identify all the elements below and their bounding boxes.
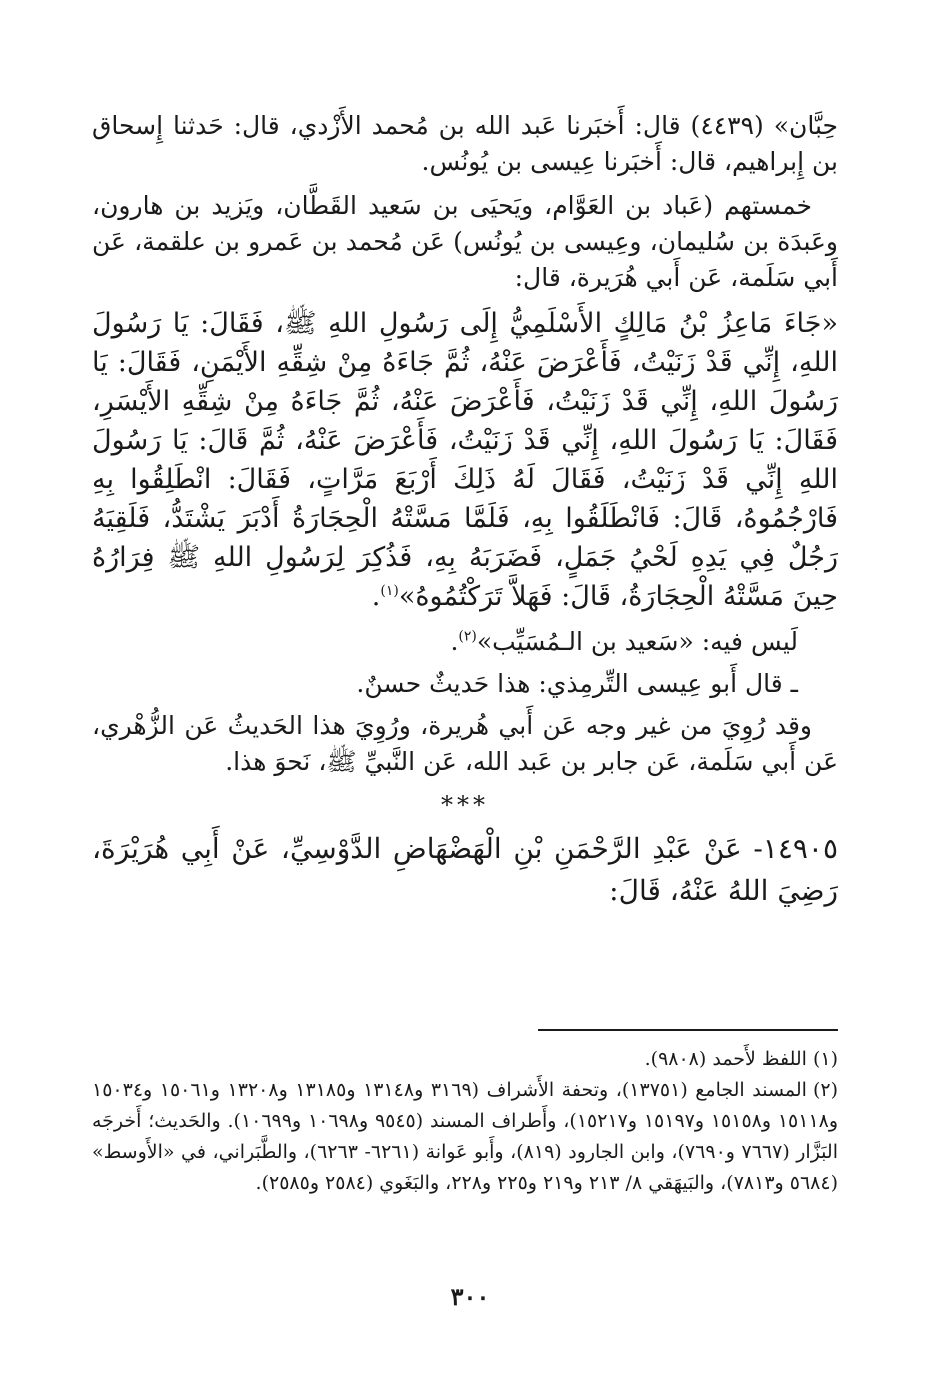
footnote-text: المسند الجامع (١٣٧٥١)، وتحفة الأَشراف (٣١٦٩ و١٣١٤٨ و١٣١٨٥ و١٣٢٠٨ و١٥٠٦١ و١٥٠٣٤ و١٥١١٨ و١٥١٥٨ و١٥١٩٧ و١٥٢١٧)، وأَطراف المسند (٩٥٤٥ و١٠٦٩٨ و١٠٦٩٩). والحَديث؛ أَخرجَه البَزَّار (٧٦٦٧ و٧٦٩٠)، وابن الجارود (٨١٩)، وأَبو عَوانة (٦٢٦١- ٦٢٦٣)، والطَّبَراني، في «الأَوسط» (٥٦٨٤ و٧٨١٣)، والبَيهَقي ٨/ ٢١٣ و٢١٩ و٢٢٥ و٢٢٨، والبَغَوي (٢٥٨٤ و٢٥٨٥). bbox=[92, 1079, 839, 1194]
footnote-ref-1: (١) bbox=[380, 583, 399, 599]
footnote-2 bbox=[92, 1075, 838, 1199]
section-separator: *** bbox=[441, 791, 489, 819]
page-number: ٣٠٠ bbox=[450, 1282, 490, 1311]
laysa-text: لَيس فيه: «سَعيد بن الـمُسَيِّب» bbox=[476, 627, 798, 656]
footnote-divider bbox=[538, 1029, 838, 1031]
hadith-text bbox=[92, 304, 838, 616]
laysa-end: . bbox=[450, 627, 459, 656]
rivayah-note: وقد رُوِيَ من غير وجه عَن أَبي هُريرة، ورُوِيَ هذا الحَديثُ عَن الزُّهْري، عَن أَبي سَلَمة، عَن جابر بن عَبد الله، عَن النَّبيِّ ﷺ، نَحوَ هذا. bbox=[92, 711, 838, 776]
hadith-body: «جَاءَ مَاعِزُ بْنُ مَالِكٍ الأَسْلَمِيُّ إِلَى رَسُولِ اللهِ ﷺ، فَقَالَ: يَا رَسُولَ اللهِ، إِنِّي قَدْ زَنَيْتُ، فَأَعْرَضَ عَنْهُ، ثُمَّ جَاءَهُ مِنْ شِقِّهِ الأَيْمَنِ، فَقَالَ: يَا رَسُولَ اللهِ، إِنِّي قَدْ زَنَيْتُ، فَأَعْرَضَ عَنْهُ، ثُمَّ جَاءَهُ مِنْ شِقِّهِ الأَيْسَرِ، فَقَالَ: يَا رَسُولَ اللهِ، إِنِّي قَدْ زَنَيْتُ، فَأَعْرَضَ عَنْهُ، ثُمَّ قَالَ: يَا رَسُولَ اللهِ إِنِّي قَدْ زَنَيْتُ، فَقَالَ لَهُ ذَلِكَ أَرْبَعَ مَرَّاتٍ، فَقَالَ: انْطَلِقُوا بِهِ فَارْجُمُوهُ، قَالَ: فَانْطَلَقُوا بِهِ، فَلَمَّا مَسَّتْهُ الْحِجَارَةُ أَدْبَرَ يَشْتَدُّ، فَلَقِيَهُ رَجُلٌ فِي يَدِهِ لَحْيُ جَمَلٍ، فَضَرَبَهُ بِهِ، فَذُكِرَ لِرَسُولِ اللهِ ﷺ فِرَارُهُ حِينَ مَسَّتْهُ الْحِجَارَةُ، قَالَ: فَهَلاَّ تَرَكْتُمُوهُ» bbox=[92, 308, 838, 612]
laysa-note bbox=[92, 624, 838, 660]
isnad-paragraph-2: خمستهم (عَباد بن العَوَّام، ويَحيَى بن سَعيد القَطَّان، ويَزيد بن هارون، وعَبدَة بن سُليمان، وعِيسى بن يُونُس) عَن مُحمد بن عَمرو بن علقمة، عَن أَبي سَلَمة، عَن أَبي هُرَيرة، قال: bbox=[92, 191, 838, 292]
hadith-end: . bbox=[371, 581, 381, 612]
tirmidhi-note: ـ قال أَبو عِيسى التِّرمِذي: هذا حَديثٌ حسنٌ. bbox=[356, 669, 798, 698]
footnote-text: اللفظ لأَحمد (٩٨٠٨). bbox=[644, 1048, 807, 1070]
isnad-paragraph-1: حِبَّان» (٤٤٣٩) قال: أَخبَرنا عَبد الله بن مُحمد الأَزْدي، قال: حَدثنا إِسحاق بن إِبراهيم، قال: أَخبَرنا عِيسى بن يُونُس. bbox=[92, 111, 838, 176]
next-hadith-heading: ١٤٩٠٥- عَنْ عَبْدِ الرَّحْمَنِ بْنِ الْهَضْهَاضِ الدَّوْسِيِّ، عَنْ أَبِي هُرَيْرَةَ، رَضِيَ اللهُ عَنْهُ، قَالَ: bbox=[92, 832, 838, 907]
footnote-number: (٢) bbox=[812, 1079, 839, 1101]
footnote-1 bbox=[92, 1044, 838, 1075]
footnote-number: (١) bbox=[812, 1048, 838, 1070]
footnotes bbox=[92, 1044, 838, 1199]
footnote-ref-2: (٢) bbox=[458, 628, 477, 645]
main-text bbox=[92, 108, 838, 912]
